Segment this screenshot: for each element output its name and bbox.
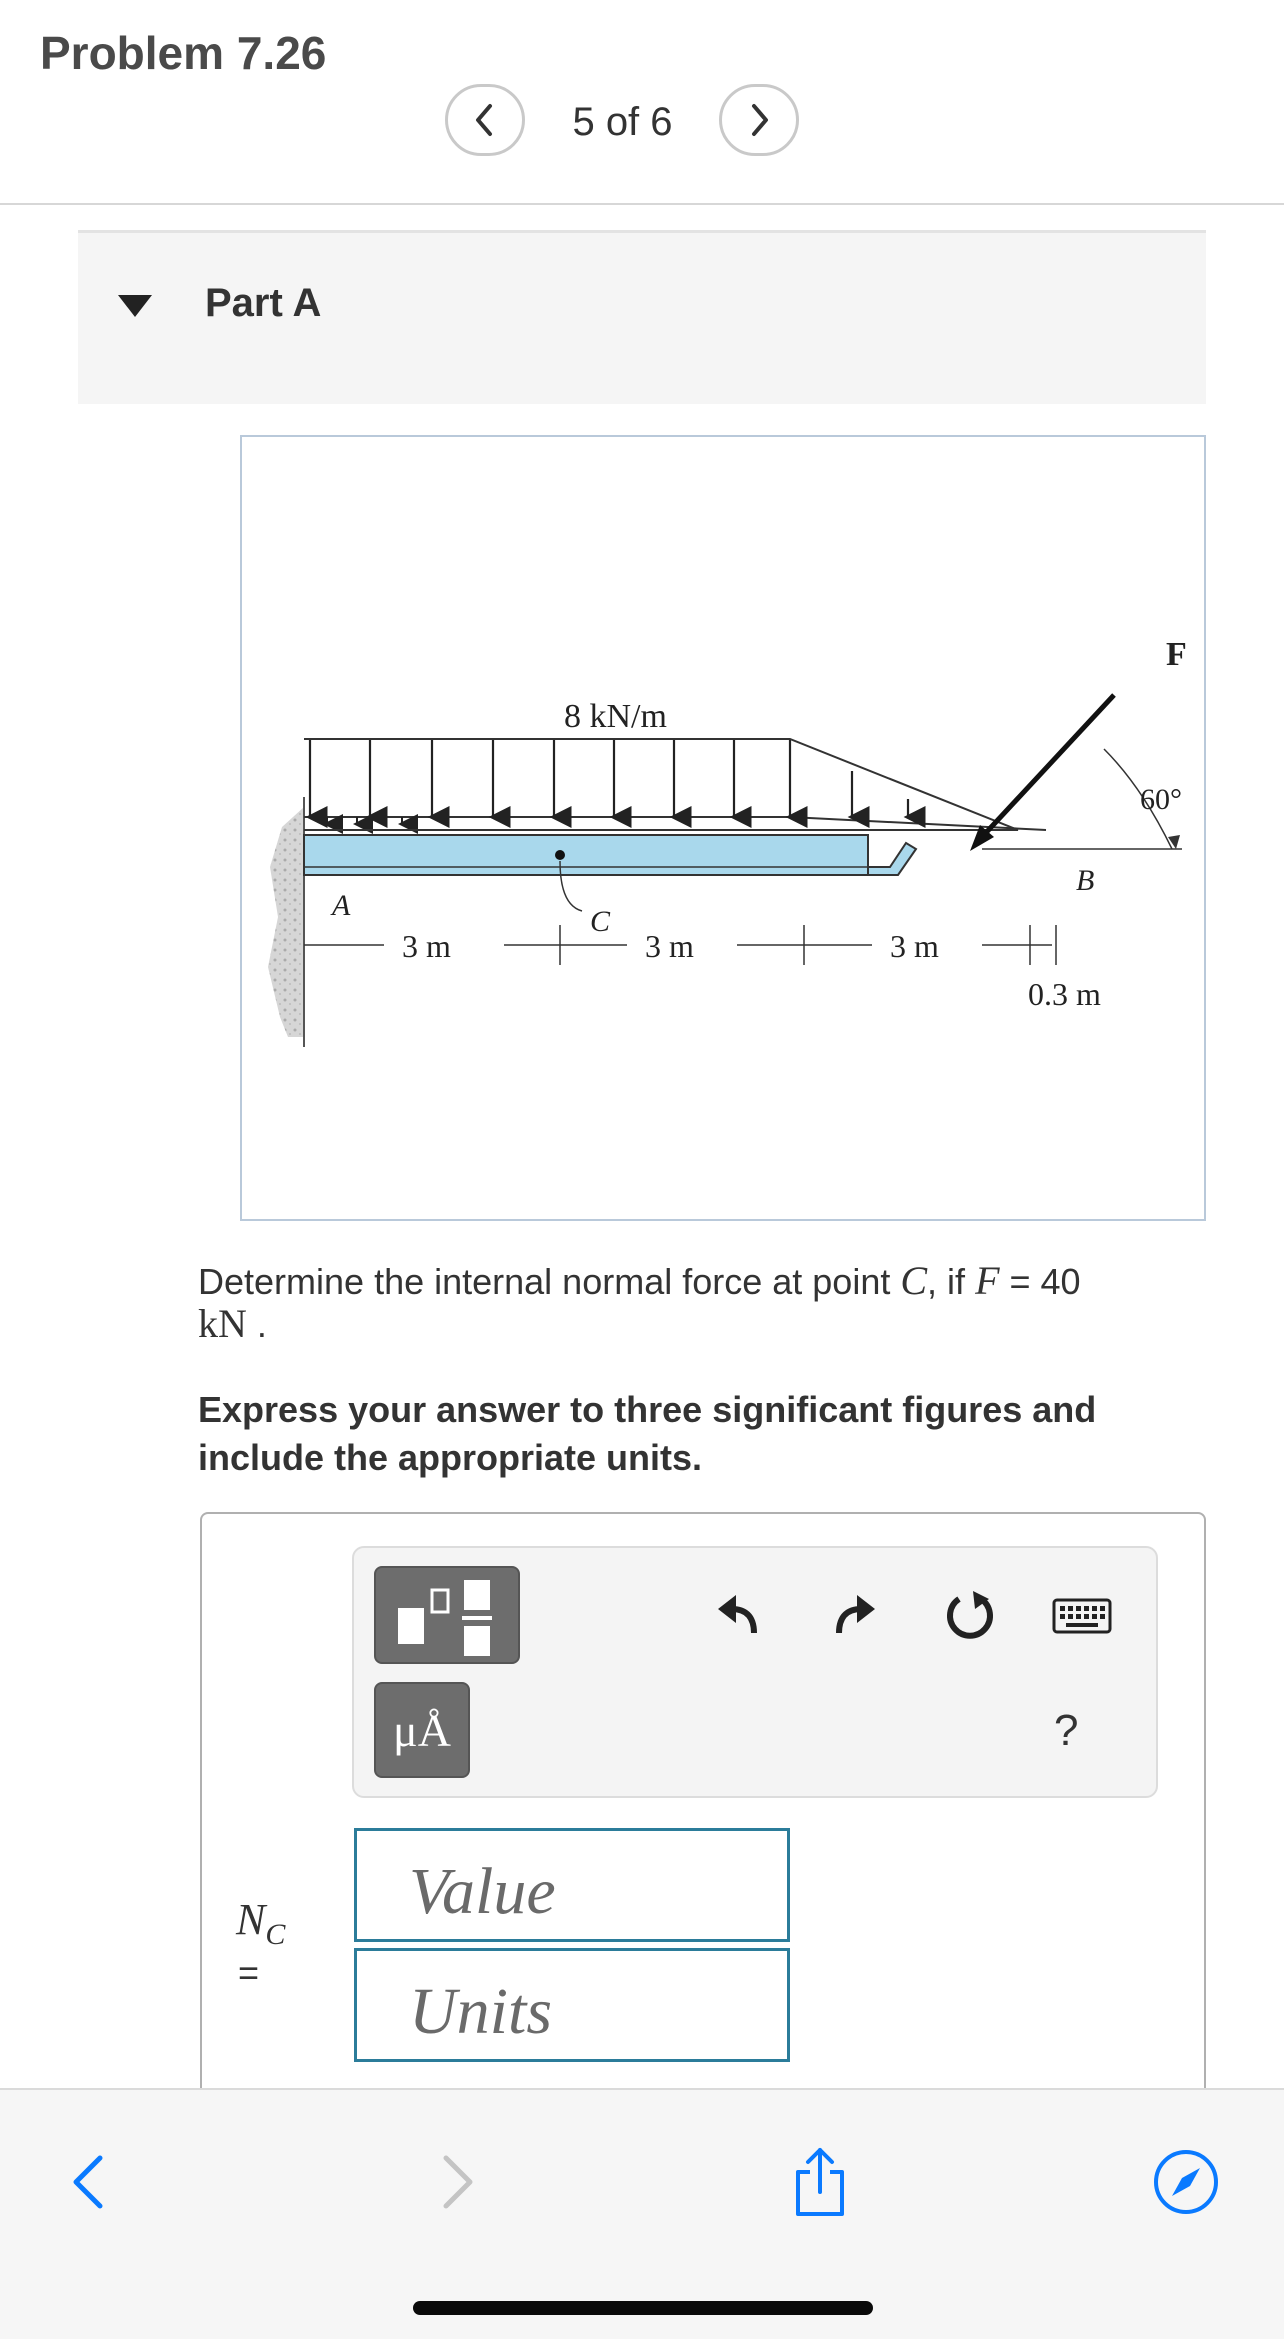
compass-button[interactable] <box>1146 2142 1226 2222</box>
dimension-label-2: 3 m <box>645 928 694 964</box>
question-text-part-1: Determine the internal normal force at point <box>198 1261 901 1302</box>
compass-icon <box>1152 2148 1220 2216</box>
caret-down-icon <box>118 295 152 317</box>
chevron-left-icon <box>470 102 500 138</box>
force-arrow <box>982 695 1114 837</box>
units-input[interactable] <box>354 1948 790 2062</box>
answer-variable-subscript: C <box>265 1917 286 1951</box>
part-label: Part A <box>205 281 322 325</box>
dimension-label-3: 3 m <box>890 928 939 964</box>
problem-pager <box>0 84 1284 160</box>
force-label: F <box>1166 636 1187 673</box>
share-icon <box>790 2146 850 2218</box>
chevron-right-icon <box>744 102 774 138</box>
instruction-text: Express your answer to three significant figures and include the appropriate units. <box>198 1389 1097 1478</box>
undo-button[interactable] <box>709 1586 769 1646</box>
answer-box <box>200 1512 1206 2112</box>
question-text <box>198 1260 1208 1346</box>
share-button[interactable] <box>780 2142 860 2222</box>
help-button[interactable]: ? <box>1054 1706 1079 1755</box>
answer-variable-label <box>236 1894 285 1952</box>
reset-button[interactable] <box>940 1586 1000 1646</box>
question-text-part-4: . <box>246 1304 267 1345</box>
point-a-label: A <box>332 889 351 922</box>
point-b-label: B <box>1076 864 1095 897</box>
redo-button[interactable] <box>824 1586 884 1646</box>
problem-figure <box>240 435 1206 1221</box>
redo-icon <box>829 1591 879 1641</box>
beam-diagram <box>242 437 1204 1219</box>
header-divider <box>0 203 1284 205</box>
home-indicator <box>413 2301 873 2315</box>
dimension-label-1: 3 m <box>402 928 451 964</box>
reset-icon <box>943 1589 997 1643</box>
dimension-label-4: 0.3 m <box>1028 976 1101 1012</box>
beam <box>304 835 868 875</box>
answer-equals-sign: = <box>238 1952 260 1993</box>
question-point: C <box>900 1258 928 1303</box>
fixed-wall <box>268 807 304 1037</box>
browser-toolbar <box>0 2088 1284 2339</box>
browser-forward-button[interactable] <box>418 2142 498 2222</box>
pager-label: 5 of 6 <box>572 100 673 144</box>
point-c-marker <box>555 850 565 860</box>
load-outline <box>304 817 1046 830</box>
chevron-left-icon <box>66 2152 110 2212</box>
question-text-part-2: , if <box>927 1261 976 1302</box>
answer-variable: N <box>236 1895 266 1944</box>
angle-label: 60° <box>1140 783 1182 816</box>
point-c-label: C <box>590 905 611 938</box>
browser-back-button[interactable] <box>48 2142 128 2222</box>
next-problem-button[interactable] <box>719 84 799 156</box>
templates-icon <box>376 1568 518 1662</box>
value-input[interactable] <box>354 1828 790 1942</box>
load-arrows <box>327 817 402 824</box>
symbols-button[interactable]: μÅ <box>374 1682 470 1778</box>
question-variable: F <box>975 1258 1000 1303</box>
part-a-header[interactable] <box>78 230 1206 404</box>
math-toolbar <box>352 1546 1158 1798</box>
problem-title: Problem 7.26 <box>40 27 327 79</box>
load-label: 8 kN/m <box>564 698 667 735</box>
chevron-right-icon <box>436 2152 480 2212</box>
templates-button[interactable] <box>374 1566 520 1664</box>
question-unit: kN <box>198 1301 247 1346</box>
beam-end-bracket <box>868 835 916 875</box>
keyboard-icon <box>1052 1598 1112 1634</box>
undo-icon <box>714 1591 764 1641</box>
keyboard-button[interactable] <box>1047 1586 1117 1646</box>
question-text-part-3: = 40 <box>999 1261 1081 1302</box>
previous-problem-button[interactable] <box>445 84 525 156</box>
